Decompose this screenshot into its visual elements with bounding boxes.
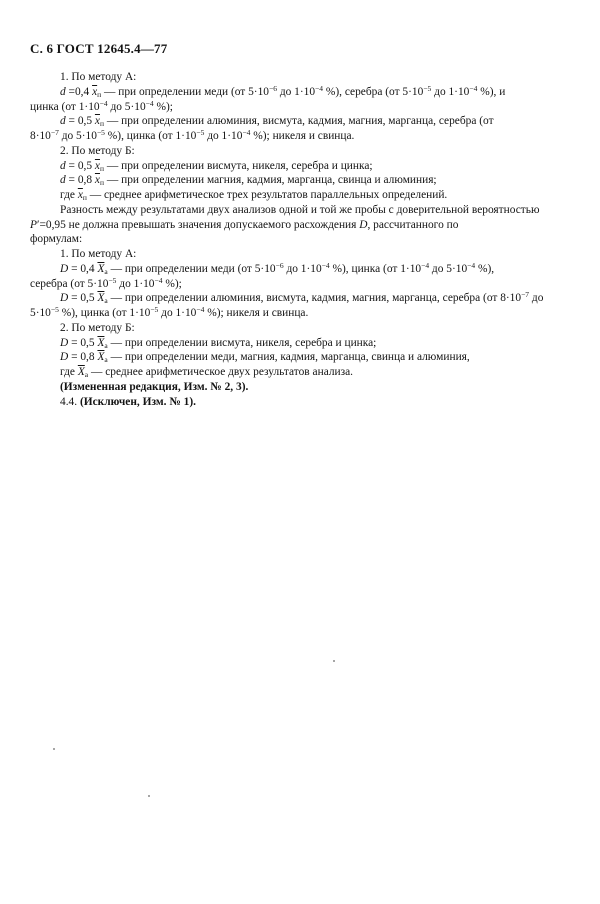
- formula-d-05-cont: $8\cdot 10^{-7}$ до $5\cdot 10^{-5}$ %), цинка (от $1\cdot 10^{-5}$ до $1\cdot 10^{-4}$ %); никеля и свинца.: [30, 128, 355, 142]
- difference-para-line1: Разность между результатами двух анализов одной и той же пробы с доверительной вероятностью: [60, 203, 540, 216]
- formula-d-05: d = 0,5 $\overline{x}_п$ — при определении алюминия, висмута, кадмия, магния, марганца, серебра (от: [60, 115, 494, 129]
- edit-note: (Измененная редакция, Изм. № 2, 3).: [60, 380, 249, 393]
- formula-D-b-05: D = 0,5 $\overline{X}_а$ — при определении висмута, никеля, серебра и цинка;: [60, 336, 377, 350]
- formula-d-04-cont: цинка (от $1\cdot 10^{-4}$ до $5\cdot 10^{-4}$ %);: [30, 98, 173, 113]
- scan-speck: [148, 795, 150, 797]
- formula-D-04-cont: серебра (от $5\cdot 10^{-5}$ до $1\cdot 10^{-4}$ %);: [30, 275, 182, 290]
- formula-d-b-08: d = 0,8 $\overline{x}_п$ — при определении магния, кадмия, марганца, свинца и алюминия;: [60, 174, 437, 188]
- formula-d-04: d =0,4 $\overline{x}_п$ — при определении меди (от $5\cdot 10^{-6}$ до $1\cdot 10^{-4}$ %), серебра (от $5\cdot 10^{-5}$ до $1\cdot 10^{-4}$ %), и: [60, 83, 506, 99]
- scan-speck: [53, 748, 55, 750]
- where-X-definition: где $\overline{X}_а$ — среднее арифметическое двух результатов анализа.: [60, 366, 354, 379]
- formula-d-b-05: d = 0,5 $\overline{x}_п$ — при определении висмута, никеля, серебра и цинка;: [60, 159, 373, 173]
- method-a-heading: 1. По методу А:: [60, 71, 137, 83]
- document-body: [30, 70, 568, 409]
- where-x-definition: где $\overline{x}_п$ — среднее арифметическое трех результатов параллельных определений.: [60, 189, 448, 202]
- method-a-heading-D: 1. По методу А:: [60, 248, 137, 260]
- page-header: С. 6 ГОСТ 12645.4—77: [30, 41, 168, 56]
- method-b-heading-D: 2. По методу Б:: [60, 321, 135, 334]
- formula-D-05: D = 0,5 $\overline{X}_а$ — при определении алюминия, висмута, кадмия, магния, марганца, серебра (от $8\cdot 10^{-7}$ до: [60, 290, 544, 306]
- formula-D-b-08: D = 0,8 $\overline{X}_а$ — при определении меди, магния, кадмия, марганца, свинца и алюминия,: [60, 351, 470, 365]
- method-b-heading: 2. По методу Б:: [60, 144, 135, 157]
- difference-para-line2: P′=0,95 не должна превышать значения допускаемого расхождения D, рассчитанного по: [30, 218, 459, 231]
- clause-4-4: 4.4. (Исключен, Изм. № 1).: [60, 395, 196, 408]
- scan-speck: [333, 660, 335, 662]
- formula-D-05-cont: $5\cdot 10^{-5}$ %), цинка (от $1\cdot 10^{-5}$ до $1\cdot 10^{-4}$ %); никеля и свинца.: [30, 305, 309, 319]
- formula-D-04: D = 0,4 $\overline{X}_а$ — при определении меди (от $5\cdot 10^{-6}$ до $1\cdot 10^{-4}$ %), цинка (от $1\cdot 10^{-4}$ до $5\cdot 10^{-4}$ %),: [60, 260, 495, 276]
- difference-para-line3: формулам:: [30, 233, 83, 246]
